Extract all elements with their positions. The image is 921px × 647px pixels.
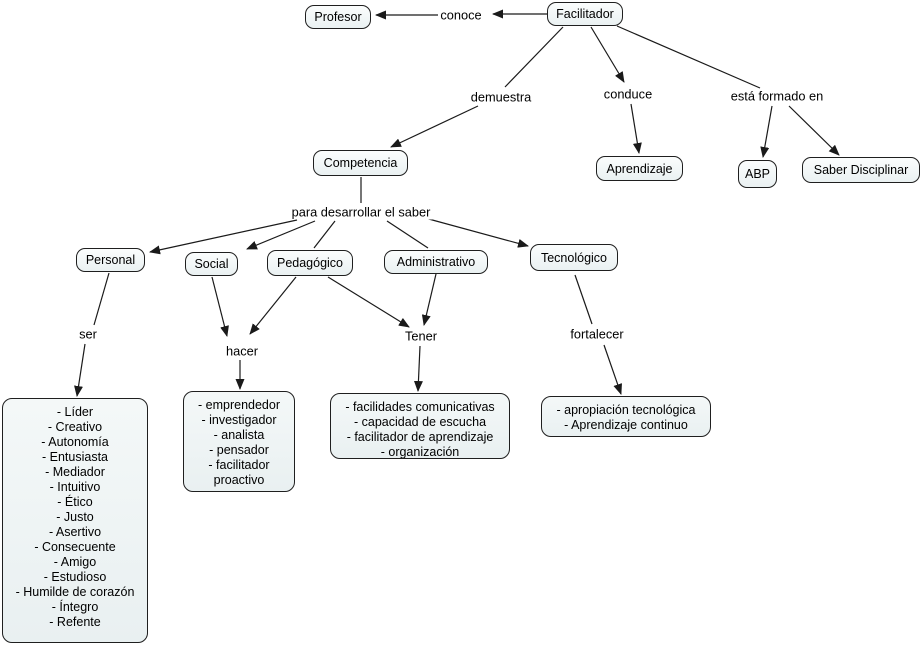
link-label-hacer[interactable]: hacer <box>225 343 259 359</box>
concept-node-saber-disciplinar[interactable]: Saber Disciplinar <box>802 157 920 183</box>
connector-ser-personal-list <box>77 344 85 396</box>
connector-esta-formado-abp <box>763 106 772 157</box>
connector-social-hacer <box>212 277 227 336</box>
list-item: - Consecuente <box>34 540 116 554</box>
list-item: - Refente <box>49 615 101 629</box>
link-label-esta-formado-en[interactable]: está formado en <box>730 88 824 104</box>
list-item: - emprendedor <box>198 398 280 412</box>
list-item: - Líder <box>56 405 94 419</box>
list-item: - Intuitivo <box>49 480 101 494</box>
connector-personal-ser <box>94 273 109 325</box>
list-item: - Íntegro <box>51 600 99 614</box>
connector-facilitador-demuestra <box>505 27 563 87</box>
list-item: - Aprendizaje continuo <box>564 418 688 432</box>
list-item: - capacidad de escucha <box>353 415 487 429</box>
attribute-list-tecnologico[interactable] <box>541 396 711 437</box>
concept-node-competencia[interactable]: Competencia <box>313 150 408 176</box>
list-item: - Ético <box>57 495 93 509</box>
list-item: - Estudioso <box>43 570 107 584</box>
list-item: - facilitador proactivo <box>208 458 270 487</box>
list-item: - analista <box>213 428 265 442</box>
list-item: - pensador <box>209 443 269 457</box>
connector-para-desarrollar-pedagogico <box>314 221 335 248</box>
list-item: - Asertivo <box>48 525 102 539</box>
attribute-list-personal[interactable] <box>2 398 148 643</box>
link-label-tener[interactable]: Tener <box>404 328 438 344</box>
connector-pedagogico-hacer <box>250 277 296 334</box>
connector-fortalecer-tecnologico-list <box>604 345 621 394</box>
link-label-demuestra[interactable]: demuestra <box>470 89 532 105</box>
connector-facilitador-conduce <box>591 27 624 82</box>
list-item: - facilitador de aprendizaje <box>346 430 494 444</box>
list-item: - Creativo <box>47 420 103 434</box>
connector-para-desarrollar-social <box>247 221 315 249</box>
connector-para-desarrollar-tecnologico <box>425 218 528 246</box>
list-item: - apropiación tecnológica <box>556 403 696 417</box>
concept-node-social[interactable]: Social <box>185 252 238 276</box>
list-item: - Justo <box>56 510 94 524</box>
list-item: - Amigo <box>53 555 97 569</box>
list-item: - Mediador <box>45 465 105 479</box>
link-label-conoce[interactable]: conoce <box>440 7 482 23</box>
link-label-conduce[interactable]: conduce <box>603 86 653 102</box>
list-item: - Entusiasta <box>41 450 108 464</box>
concept-node-personal[interactable]: Personal <box>76 248 145 272</box>
connector-pedagogico-tener <box>328 277 409 327</box>
list-item: - facilidades comunicativas <box>345 400 495 414</box>
link-label-para-desarrollar-el-saber[interactable]: para desarrollar el saber <box>291 204 431 220</box>
concept-node-administrativo[interactable]: Administrativo <box>384 250 488 274</box>
connector-para-desarrollar-personal <box>150 220 297 252</box>
list-item: - organización <box>380 445 460 459</box>
connector-tener-administrativo-list <box>418 346 420 391</box>
connector-facilitador-esta-formado <box>617 26 760 88</box>
concept-node-tecnologico[interactable]: Tecnológico <box>530 244 618 271</box>
link-label-fortalecer[interactable]: fortalecer <box>570 326 624 342</box>
attribute-list-administrativo[interactable] <box>330 393 510 459</box>
connector-tecnologico-fortalecer <box>575 275 592 324</box>
connector-administrativo-tener <box>424 274 436 325</box>
connector-demuestra-competencia <box>391 106 478 147</box>
concept-node-abp[interactable]: ABP <box>738 160 777 188</box>
concept-node-facilitador[interactable]: Facilitador <box>547 2 623 26</box>
list-item: - investigador <box>201 413 277 427</box>
attribute-list-social[interactable] <box>183 391 295 492</box>
connector-esta-formado-saber <box>789 106 839 155</box>
concept-node-aprendizaje[interactable]: Aprendizaje <box>596 156 683 181</box>
connector-para-desarrollar-administrativo <box>387 221 428 248</box>
connector-conduce-aprendizaje <box>631 104 639 153</box>
concept-node-pedagogico[interactable]: Pedagógico <box>267 250 353 276</box>
list-item: - Autonomía <box>41 435 109 449</box>
list-item: - Humilde de corazón <box>15 585 135 599</box>
link-label-ser[interactable]: ser <box>79 326 97 342</box>
concept-node-profesor[interactable]: Profesor <box>305 5 371 29</box>
